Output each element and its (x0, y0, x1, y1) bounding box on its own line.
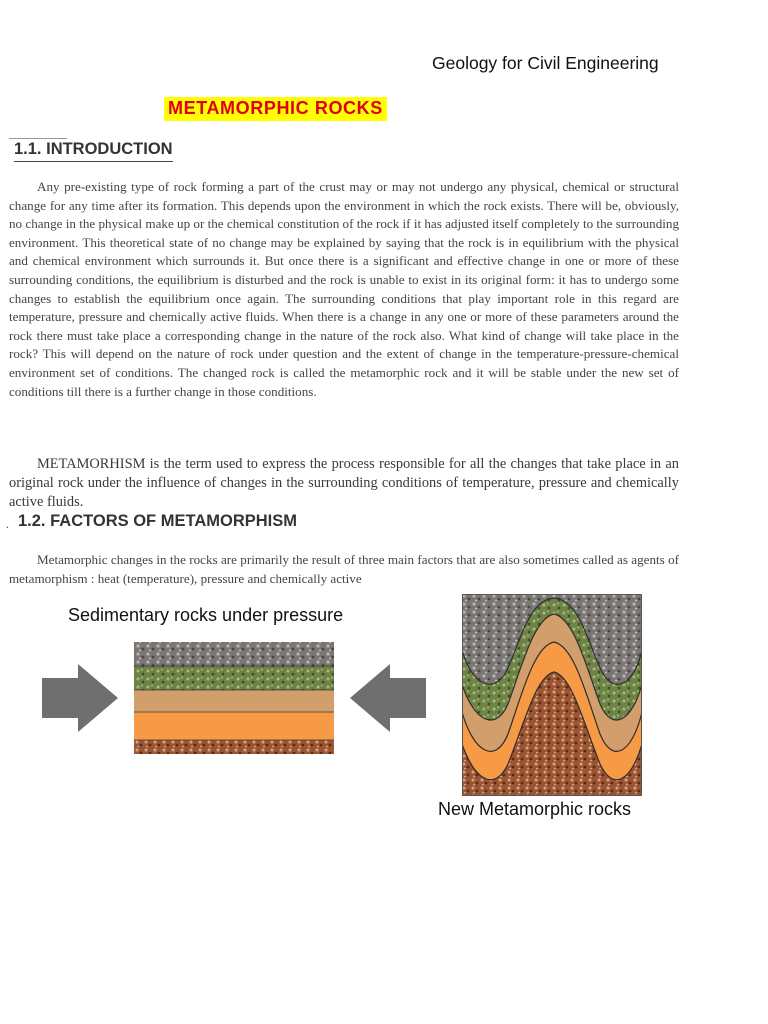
metamorphism-definition-paragraph: METAMORHISM is the term used to express the process responsible for all the changes that take place in an original rock under the influence of changes in the surrounding conditions of temperature, pressure and chemically active fluids. (9, 456, 679, 510)
page-title: METAMORPHIC ROCKS (164, 97, 387, 121)
factors-paragraph: Metamorphic changes in the rocks are primarily the result of three main factors that are also sometimes called as agents of metamorphism : heat (temperature), pressure and chemically active (9, 552, 679, 586)
folded-metamorphic-rocks-figure (462, 594, 642, 796)
pressure-arrow-left (42, 664, 118, 732)
section-heading-introduction: 1.1. INTRODUCTION (14, 140, 173, 162)
figure-caption-metamorphic: New Metamorphic rocks (438, 799, 632, 819)
sedimentary-layers-figure (36, 636, 432, 760)
section-heading-factors: 1.2. FACTORS OF METAMORPHISM (18, 512, 297, 530)
introduction-paragraph: Any pre-existing type of rock forming a part of the crust may or may not undergo any physical, chemical or structural change for any time after its formation. This depends upon the environment in which the rock exists. There will be, obviously, no change in the physical make up or the chemical constitution of the rock if it has adjusted itself completely to the surrounding environment. This theoretical state of no change may be explained by saying that the rock is in equilibrium with the physical and chemical environment which surrounds it. But once there is a significant and effective change in one or more of these surrounding conditions, the equilibrium is disturbed and the rock is unable to exist in its original form: it has to undergo some changes to establish the equilibrium once again. The surrounding conditions that play important role in this regard are temperature, pressure and chemically active fluids. When there is a change in any one or more of these parameters around the rock there must take place a corresponding change in the nature of the rock also. What kind of change will take place in the rock? This will depend on the nature of rock under question and the extent of change in the temperature-pressure-chemical environment set of conditions. The changed rock is called the metamorphic rock and it will be stable under the new set of conditions till there is a further change in those conditions. (9, 179, 679, 399)
running-header: Geology for Civil Engineering (432, 53, 659, 73)
bullet-dot: . (6, 517, 9, 531)
figure-caption-sedimentary: Sedimentary rocks under pressure (68, 605, 344, 625)
divider (9, 138, 67, 139)
pressure-arrow-right (350, 664, 426, 732)
rock-layer-stack (134, 642, 334, 754)
